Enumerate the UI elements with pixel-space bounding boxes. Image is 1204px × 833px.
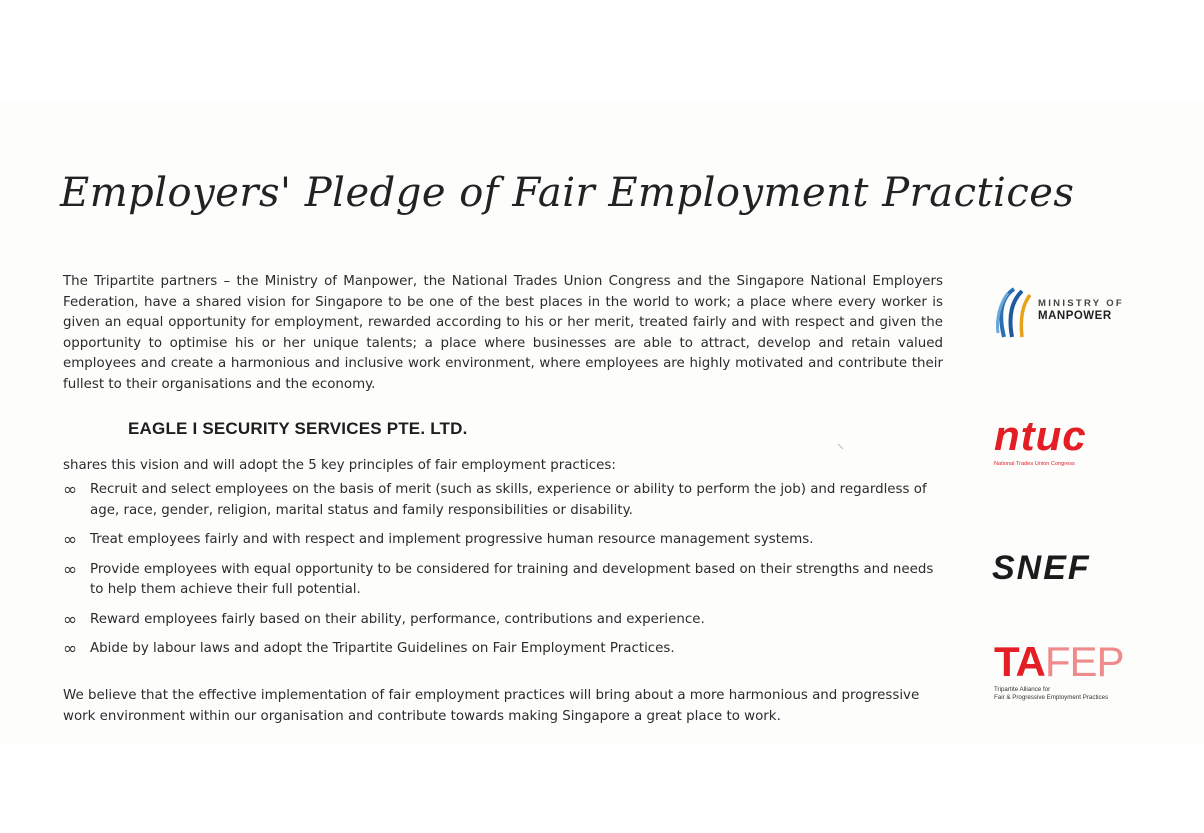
mom-line1: MINISTRY OF (1038, 298, 1124, 309)
mom-line2: MANPOWER (1038, 310, 1112, 322)
principle-item (63, 610, 943, 631)
top-margin (0, 0, 1204, 100)
tafep-wordmark (994, 640, 1124, 684)
principle-item (63, 560, 943, 601)
principle-text: Recruit and select employees on the basis of merit (such as skills, experience or ability to perform the job) and regardless of age, race, gender, religion, marital status and family responsibilities or disability. (90, 482, 927, 518)
bottom-margin (0, 745, 1204, 833)
principle-item (63, 480, 943, 521)
principle-item (63, 639, 943, 660)
principle-item (63, 530, 943, 551)
principle-text: Reward employees fairly based on their ability, performance, contributions and experience. (90, 611, 705, 627)
closing-paragraph: We believe that the effective implementation of fair employment practices will bring about a more harmonious and progressive work environment within our organisation and contribute towards making Singapore a great place to work. (63, 688, 920, 724)
infinity-bullet-icon: ∞ (63, 480, 78, 500)
mom-logo (992, 283, 1142, 343)
ntuc-wordmark: ntuc (994, 412, 1087, 459)
infinity-bullet-icon: ∞ (63, 530, 78, 550)
snef-wordmark: SNEF (992, 549, 1091, 587)
tafep-subtitle (994, 686, 1108, 702)
page-title: Employers' Pledge of Fair Employment Practices (60, 170, 1075, 216)
intro-paragraph: The Tripartite partners – the Ministry of Manpower, the National Trades Union Congress and the Singapore National Employers Federation, have a shared vision for Singapore to be one of the best places in the world to work; a place where every worker is given an equal opportunity for employment, rewarded according to his or her merit, treated fairly and with respect and given the opportunity to optimise his or her unique talents; a place where businesses are able to attract, develop and retain valued employees and create a harmonious and inclusive work environment, where employees are highly motivated and contribute their fullest to their organisations and the economy. (63, 274, 943, 392)
company-name: EAGLE I SECURITY SERVICES PTE. LTD. (128, 419, 468, 438)
infinity-bullet-icon: ∞ (63, 609, 78, 630)
tafep-sub-line1: Tripartite Alliance for (994, 686, 1051, 693)
snef-logo (988, 548, 1138, 588)
tafep-fep: FEP (1044, 638, 1124, 685)
tafep-logo (990, 640, 1150, 720)
mom-emblem-icon (992, 283, 1036, 343)
principle-text: Provide employees with equal opportunity to be considered for training and development based on their strengths and needs to help them achieve their full potential. (90, 561, 934, 597)
infinity-bullet-icon: ∞ (63, 559, 78, 580)
principles-list (63, 480, 943, 669)
tafep-ta: TA (994, 638, 1045, 685)
scan-speck (837, 436, 845, 444)
infinity-bullet-icon: ∞ (63, 639, 78, 659)
shares-statement: shares this vision and will adopt the 5 key principles of fair employment practices: (63, 458, 616, 473)
principle-text: Abide by labour laws and adopt the Tripartite Guidelines on Fair Employment Practices. (90, 641, 675, 656)
ntuc-logo (988, 412, 1138, 477)
ntuc-subtitle: National Trades Union Congress (994, 461, 1075, 467)
principle-text: Treat employees fairly and with respect and implement progressive human resource management systems. (90, 532, 814, 547)
tafep-sub-line2: Fair & Progressive Employment Practices (994, 694, 1109, 701)
